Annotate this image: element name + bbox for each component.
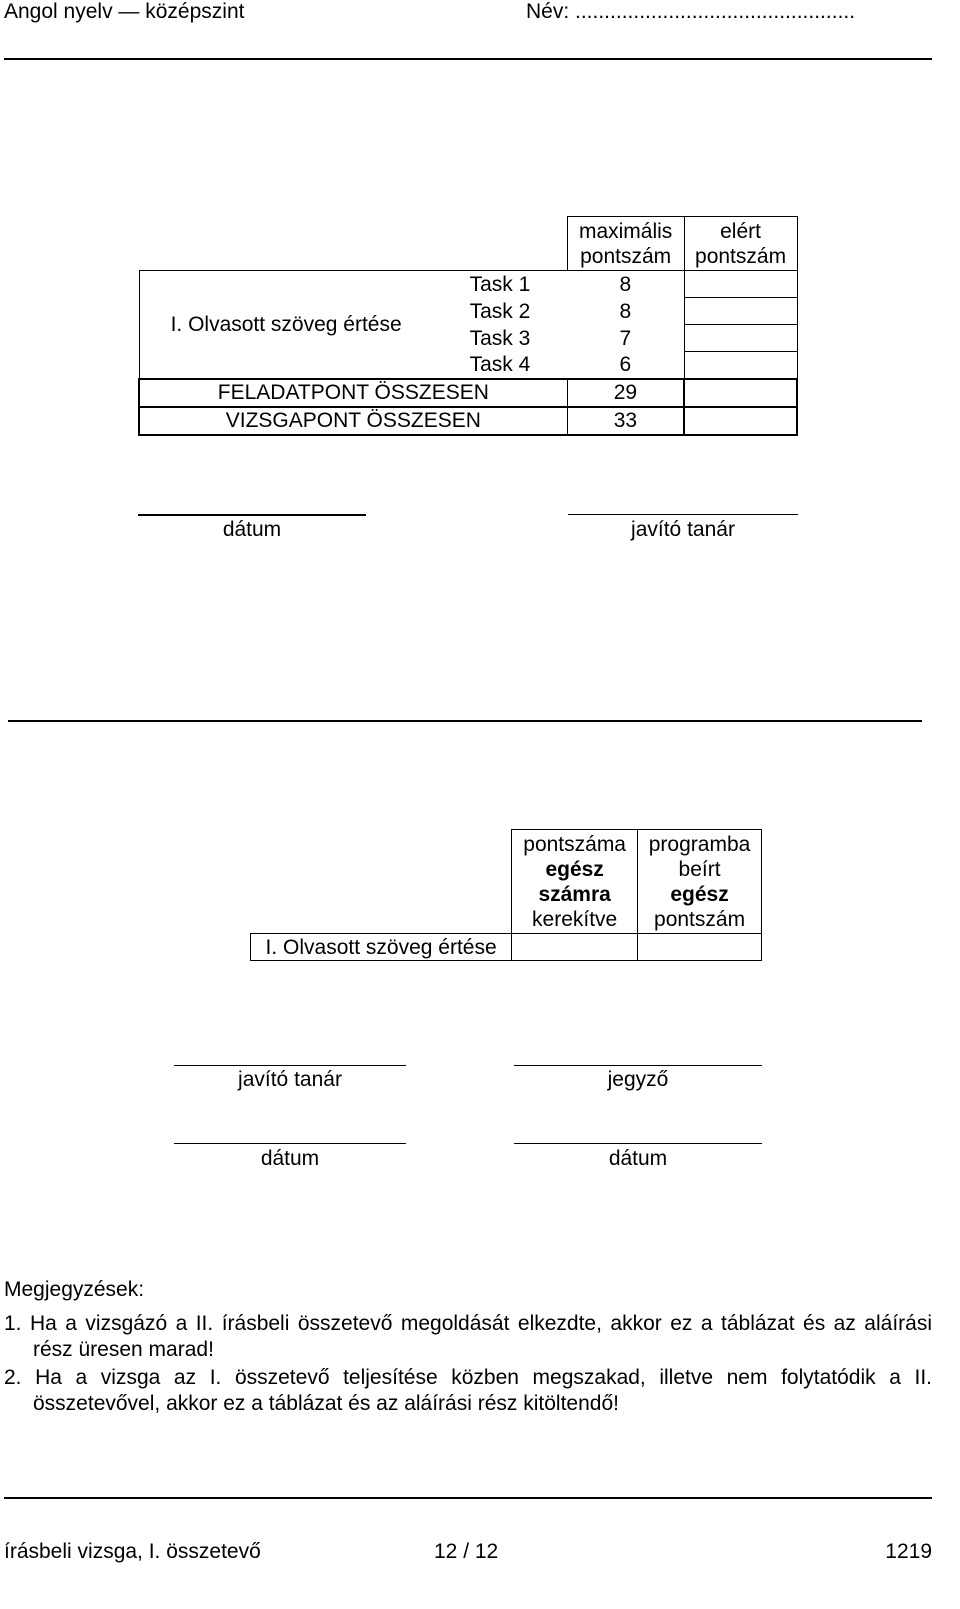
teacher-label: javító tanár bbox=[238, 1068, 342, 1091]
footer-exam-part: írásbeli vizsga, I. összetevő bbox=[4, 1540, 261, 1563]
rounded-col-bold: egész bbox=[545, 857, 604, 881]
task-total-achieved-cell[interactable] bbox=[684, 379, 797, 407]
entered-col-header bbox=[638, 830, 762, 934]
task-max: 7 bbox=[619, 326, 632, 350]
task-max: 8 bbox=[567, 271, 684, 298]
date-label: dátum bbox=[222, 518, 282, 541]
entered-col-line: beírt bbox=[678, 857, 721, 881]
rounded-col-line: pontszáma bbox=[523, 832, 626, 856]
rounded-row-label: I. Olvasott szöveg értése bbox=[251, 934, 512, 961]
note-item: 2. Ha a vizsga az I. összetevő teljesítése közben megszakad, illetve nem folytatódik a II. összetevővel, akkor ez a táblázat és az aláírási rész kitöltendő! bbox=[4, 1366, 932, 1415]
task-label: Task 3 bbox=[469, 326, 531, 350]
note-item: 1. Ha a vizsgázó a II. írásbeli összetevő megoldását elkezdte, akkor ez a táblázat és az aláírási rész üresen marad! bbox=[4, 1312, 932, 1361]
exam-total-label: VIZSGAPONT ÖSSZESEN bbox=[139, 407, 567, 435]
section-divider bbox=[8, 720, 922, 722]
task-total-max: 29 bbox=[567, 379, 684, 407]
task-achieved-cell[interactable] bbox=[684, 298, 797, 325]
task-achieved-cell[interactable] bbox=[684, 352, 797, 379]
col-max-header: maximális pontszám bbox=[567, 217, 684, 271]
teacher-signature-line bbox=[568, 514, 798, 515]
task-achieved-cell[interactable] bbox=[684, 271, 797, 298]
teacher-label: javító tanár bbox=[631, 518, 735, 541]
notes-section bbox=[4, 1277, 932, 1417]
entered-col-bold: egész bbox=[670, 882, 729, 906]
date-signature-line bbox=[174, 1143, 406, 1144]
task-label: Task 4 bbox=[469, 353, 531, 376]
task-label: Task 1 bbox=[433, 271, 567, 298]
rounded-score-cell[interactable] bbox=[512, 934, 638, 961]
header-title: Angol nyelv — középszint bbox=[4, 0, 245, 23]
rounded-col-line: kerekítve bbox=[532, 907, 618, 931]
name-field-label: Név: ................................................ bbox=[526, 0, 856, 23]
exam-total-achieved-cell[interactable] bbox=[684, 407, 797, 435]
exam-total-max: 33 bbox=[567, 407, 684, 435]
col-achieved-header: elért pontszám bbox=[684, 217, 797, 271]
task-total-label: FELADATPONT ÖSSZESEN bbox=[139, 379, 567, 407]
header-divider bbox=[4, 58, 932, 60]
task-max: 8 bbox=[619, 299, 632, 323]
task-max: 6 bbox=[619, 353, 632, 376]
date-signature-line bbox=[138, 514, 366, 516]
notes-title: Megjegyzések: bbox=[4, 1278, 145, 1301]
date-label: dátum bbox=[260, 1147, 320, 1170]
rounded-col-bold: számra bbox=[538, 882, 611, 906]
rounded-col-header bbox=[512, 830, 638, 934]
entered-col-line: programba bbox=[648, 832, 751, 856]
page-number: 12 / 12 bbox=[434, 1540, 499, 1563]
task-label: Task 2 bbox=[469, 299, 531, 323]
entered-score-cell[interactable] bbox=[638, 934, 762, 961]
recorder-signature-line bbox=[514, 1065, 762, 1066]
date-label: dátum bbox=[608, 1147, 668, 1170]
date-signature-line bbox=[514, 1143, 762, 1144]
section-label: I. Olvasott szöveg értése bbox=[139, 271, 433, 379]
recorder-label: jegyző bbox=[607, 1068, 669, 1091]
exam-code: 1219 bbox=[885, 1540, 932, 1563]
teacher-signature-line bbox=[174, 1065, 406, 1066]
footer-divider bbox=[4, 1497, 932, 1499]
entered-col-line: pontszám bbox=[654, 907, 746, 931]
task-achieved-cell[interactable] bbox=[684, 325, 797, 352]
